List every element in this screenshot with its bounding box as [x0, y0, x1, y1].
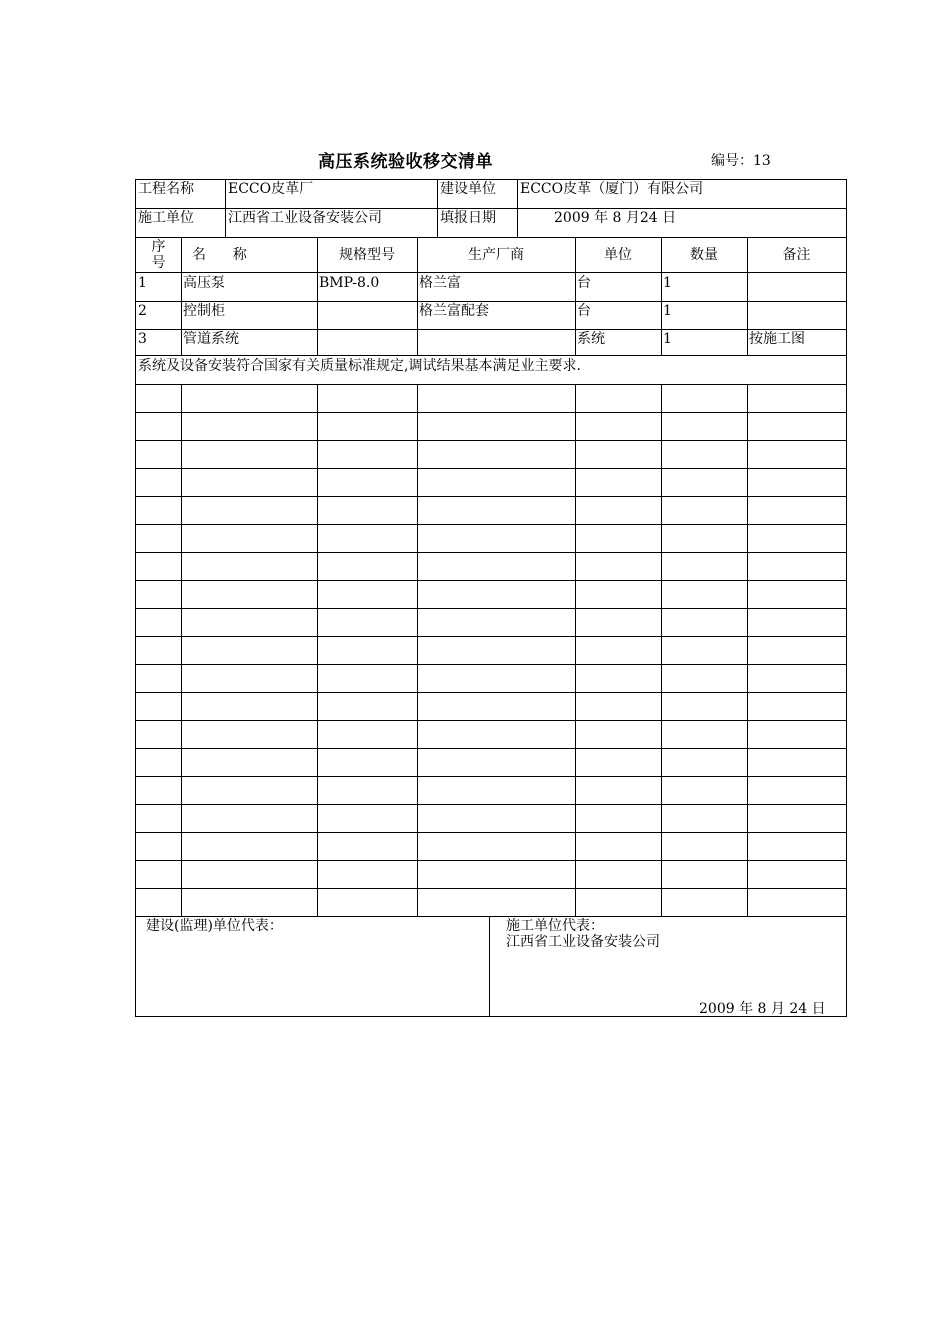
inspection-conclusion: 系统及设备安装符合国家有关质量标准规定,调试结果基本满足业主要求. — [138, 358, 581, 374]
row-rule — [136, 468, 846, 469]
col-rule — [575, 384, 576, 916]
row-rule — [136, 329, 846, 330]
col-rule — [317, 384, 318, 916]
contractor-value: 江西省工业设备安装公司 — [228, 210, 382, 226]
project-name-label: 工程名称 — [138, 181, 194, 197]
row-rule — [136, 524, 846, 525]
fill-date-value: 2009 年 8 月24 日 — [554, 210, 677, 226]
page-title: 高压系统验收移交清单 — [318, 152, 493, 172]
contractor-label: 施工单位 — [138, 210, 194, 226]
row-rule — [136, 496, 846, 497]
col-rule — [181, 384, 182, 916]
header-spec: 规格型号 — [339, 247, 395, 263]
signature-date: 2009 年 8 月 24 日 — [699, 1001, 826, 1017]
item-qty: 1 — [663, 303, 672, 319]
item-qty: 1 — [663, 331, 672, 347]
document-number: 编号：13 — [711, 153, 771, 169]
col-rule — [417, 384, 418, 916]
col-rule — [517, 180, 518, 237]
row-rule — [136, 916, 846, 917]
col-rule — [181, 237, 182, 355]
item-maker: 格兰富 — [419, 275, 461, 291]
header-remark: 备注 — [782, 247, 811, 263]
item-unit: 系统 — [577, 331, 605, 347]
row-rule — [136, 636, 846, 637]
row-rule — [136, 664, 846, 665]
row-rule — [136, 301, 846, 302]
row-rule — [136, 720, 846, 721]
row-rule — [136, 860, 846, 861]
header-seq-top: 序 — [151, 239, 166, 255]
item-name: 管道系统 — [183, 331, 239, 347]
col-rule — [225, 180, 226, 237]
project-name-value: ECCO皮革厂 — [228, 181, 314, 197]
item-remark: 按施工图 — [749, 331, 805, 347]
item-name: 高压泵 — [183, 275, 225, 291]
row-rule — [136, 412, 846, 413]
row-rule — [136, 208, 846, 209]
row-rule — [136, 384, 846, 385]
col-rule — [661, 384, 662, 916]
item-qty: 1 — [663, 275, 672, 291]
fill-date-label: 填报日期 — [440, 210, 496, 226]
header-name: 名 称 — [192, 247, 247, 263]
header-unit: 单位 — [604, 247, 632, 263]
builder-label: 建设单位 — [440, 181, 496, 197]
row-rule — [136, 440, 846, 441]
header-qty: 数量 — [690, 247, 718, 263]
row-rule — [136, 272, 846, 273]
row-rule — [136, 804, 846, 805]
col-rule — [437, 180, 438, 237]
item-seq: 2 — [138, 303, 147, 319]
owner-representative-label: 建设(监理)单位代表： — [146, 918, 283, 934]
row-rule — [136, 748, 846, 749]
header-seq-bottom: 号 — [151, 255, 166, 271]
builder-value: ECCO皮革（厦门）有限公司 — [520, 181, 704, 197]
row-rule — [136, 608, 846, 609]
row-rule — [136, 776, 846, 777]
item-seq: 1 — [138, 275, 147, 291]
col-rule — [747, 384, 748, 916]
row-rule — [136, 832, 846, 833]
item-maker: 格兰富配套 — [419, 303, 489, 319]
item-name: 控制柜 — [183, 303, 225, 319]
contractor-representative-label: 施工单位代表： — [506, 918, 604, 934]
item-unit: 台 — [577, 303, 591, 319]
item-seq: 3 — [138, 331, 147, 347]
signature-divider — [489, 916, 490, 1017]
contractor-company-name: 江西省工业设备安装公司 — [506, 934, 660, 950]
row-rule — [136, 692, 846, 693]
row-rule — [136, 888, 846, 889]
row-rule — [136, 237, 846, 238]
row-rule — [136, 355, 846, 356]
row-rule — [136, 580, 846, 581]
row-rule — [136, 552, 846, 553]
item-spec: BMP-8.0 — [319, 275, 380, 291]
header-maker: 生产厂商 — [468, 247, 524, 263]
handover-form — [135, 179, 847, 1017]
item-unit: 台 — [577, 275, 591, 291]
